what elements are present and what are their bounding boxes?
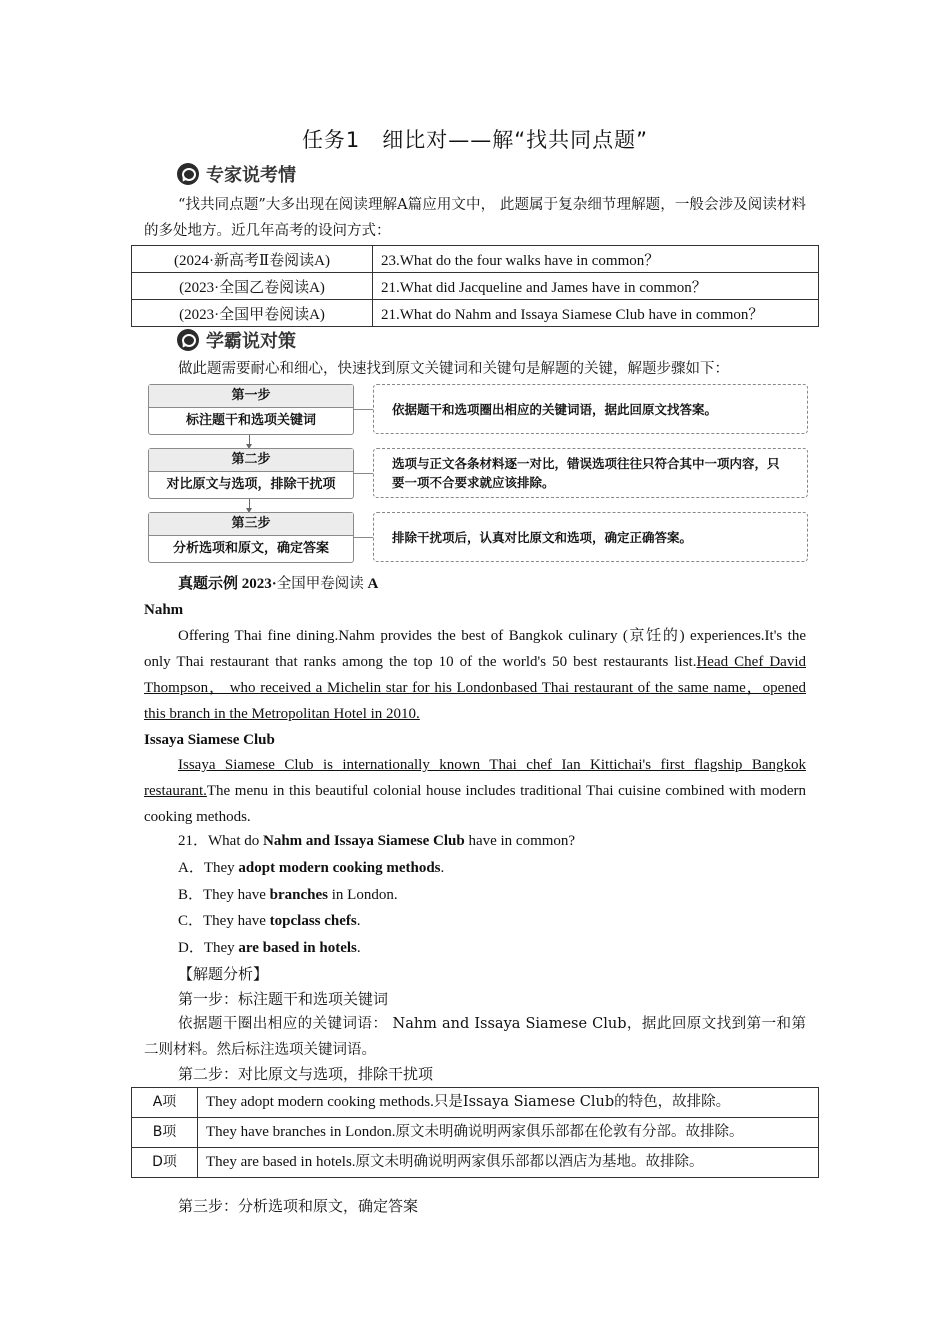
option-pre: C．They have xyxy=(178,913,270,929)
option-analysis xyxy=(198,1118,819,1148)
nahm-heading xyxy=(144,597,806,623)
analysis-en: They have branches in London. xyxy=(206,1124,396,1140)
option-b xyxy=(178,882,806,908)
chat-bubble-icon xyxy=(177,163,199,185)
question-bold: Nahm and Issaya Siamese Club xyxy=(262,833,465,849)
analysis-cn: 只是Issaya Siamese Club的特色，故排除。 xyxy=(433,1094,731,1110)
option-pre: D．They xyxy=(178,940,239,956)
option-label: A项 xyxy=(132,1088,198,1118)
option-analysis xyxy=(198,1148,819,1178)
option-post: . xyxy=(440,860,445,876)
analysis-cn: 原文未明确说明两家俱乐部都在伦敦有分部。故排除。 xyxy=(395,1124,744,1140)
strategy-heading xyxy=(177,327,296,353)
step-box xyxy=(148,448,354,499)
option-bold: topclass chefs xyxy=(269,913,357,929)
option-pre: A．They xyxy=(178,860,239,876)
option-label: D项 xyxy=(132,1148,198,1178)
example-label-bold: 真题示例 2023· xyxy=(178,576,277,592)
option-post: . xyxy=(356,940,361,956)
analysis-step2-title: 第二步：对比原文与选项，排除干扰项 xyxy=(178,1065,434,1083)
table-row xyxy=(132,246,819,273)
question-source: (2023·全国乙卷阅读A) xyxy=(132,273,373,300)
question-prefix: 21．What do xyxy=(178,833,263,849)
issaya-text-plain: The menu in this beautiful colonial house includes traditional Thai cuisine combined with modern cooking methods. xyxy=(144,783,806,825)
option-post: . xyxy=(356,913,361,929)
question-table xyxy=(131,245,819,327)
expert-heading xyxy=(177,161,296,187)
step-number: 第二步 xyxy=(149,449,353,472)
issaya-text xyxy=(144,752,806,830)
analysis-step3-title: 第三步：分析选项和原文，确定答案 xyxy=(178,1197,419,1215)
example-label-normal: 全国甲卷阅读 xyxy=(276,576,364,592)
step-number: 第一步 xyxy=(149,385,353,408)
step-description: 选项与正文各条材料逐一对比，错误选项往往只符合其中一项内容，只要一项不合要求就应该排除。 xyxy=(373,448,808,498)
table-row xyxy=(132,1118,819,1148)
nahm-text-underlined: Head Chef David Thompson， who received a Michelin star for his Londonbased Thai restaurant of the same name，opened this branch in the Metropolitan Hotel in 2010. xyxy=(144,654,807,722)
step-description: 依据题干和选项圈出相应的关键词语，据此回原文找答案。 xyxy=(373,384,808,434)
analysis-step1-text: 依据题干圈出相应的关键词语： Nahm and Issaya Siamese Club，据此回原文找到第一和第二则材料。然后标注选项关键词语。 xyxy=(144,1016,806,1058)
question-text: 21.What did Jacqueline and James have in common？ xyxy=(373,273,819,300)
option-bold: are based in hotels xyxy=(238,940,357,956)
table-row xyxy=(132,1148,819,1178)
analysis-en: They are based in hotels. xyxy=(206,1154,356,1170)
question-text: 23.What do the four walks have in common？ xyxy=(373,246,819,273)
analysis-step1-title: 第一步：标注题干和选项关键词 xyxy=(178,990,389,1008)
question-line xyxy=(178,828,806,854)
strategy-heading-text: 学霸说对策 xyxy=(206,331,296,352)
step-name: 分析选项和原文，确定答案 xyxy=(172,541,329,556)
example-label-end: A xyxy=(363,576,379,592)
option-analysis xyxy=(198,1088,819,1118)
step-box xyxy=(148,384,354,435)
down-arrow-icon xyxy=(249,499,250,511)
chat-bubble-icon xyxy=(177,329,199,351)
down-arrow-icon xyxy=(249,435,250,447)
option-label: B项 xyxy=(132,1118,198,1148)
analysis-cn: 原文未明确说明两家俱乐部都以酒店为基地。故排除。 xyxy=(355,1154,704,1170)
step-number: 第三步 xyxy=(149,513,353,536)
nahm-text-plain: Offering Thai fine dining.Nahm provides the best of Bangkok culinary (京饪的) experiences.It's the only Thai restaurant that ranks among the top 10 of the world's 50 best restaurants list. xyxy=(144,628,806,670)
step-box xyxy=(148,512,354,563)
option-c xyxy=(178,908,806,934)
example-label xyxy=(178,571,806,597)
analysis-en: They adopt modern cooking methods. xyxy=(206,1094,434,1110)
step-flowchart xyxy=(148,384,810,566)
strategy-intro: 做此题需要耐心和细心，快速找到原文关键词和关键句是解题的关键，解题步骤如下： xyxy=(178,361,729,377)
option-a xyxy=(178,855,806,881)
analysis-table xyxy=(131,1087,819,1178)
nahm-heading-text: Nahm xyxy=(144,602,184,618)
option-bold: adopt modern cooking methods xyxy=(238,860,441,876)
question-text: 21.What do Nahm and Issaya Siamese Club have in common？ xyxy=(373,300,819,327)
issaya-heading-text: Issaya Siamese Club xyxy=(144,732,275,748)
question-suffix: have in common? xyxy=(464,833,576,849)
table-row xyxy=(132,300,819,327)
question-source: (2024·新高考Ⅱ卷阅读A) xyxy=(132,246,373,273)
option-post: in London. xyxy=(328,887,398,903)
page-title: 任务1 细比对——解“找共同点题” xyxy=(301,128,649,152)
issaya-heading xyxy=(144,727,806,753)
step-name: 对比原文与选项，排除干扰项 xyxy=(166,477,336,492)
step-description: 排除干扰项后，认真对比原文和选项，确定正确答案。 xyxy=(373,512,808,562)
nahm-text xyxy=(144,623,806,727)
issaya-text-underlined: Issaya Siamese Club is internationally known Thai chef Ian Kittichai's first flagship Bangkok restaurant. xyxy=(144,757,806,799)
expert-intro: “找共同点题”大多出现在阅读理解A篇应用文中， 此题属于复杂细节理解题，一般会涉及阅读材料的多处地方。近几年高考的设问方式： xyxy=(144,197,806,239)
analysis-heading: 【解题分析】 xyxy=(178,965,269,983)
expert-heading-text: 专家说考情 xyxy=(206,165,296,186)
option-pre: B．They have xyxy=(178,887,270,903)
step-name: 标注题干和选项关键词 xyxy=(185,413,316,428)
table-row xyxy=(132,273,819,300)
option-d xyxy=(178,935,806,961)
table-row xyxy=(132,1088,819,1118)
question-source: (2023·全国甲卷阅读A) xyxy=(132,300,373,327)
option-bold: branches xyxy=(269,887,328,903)
